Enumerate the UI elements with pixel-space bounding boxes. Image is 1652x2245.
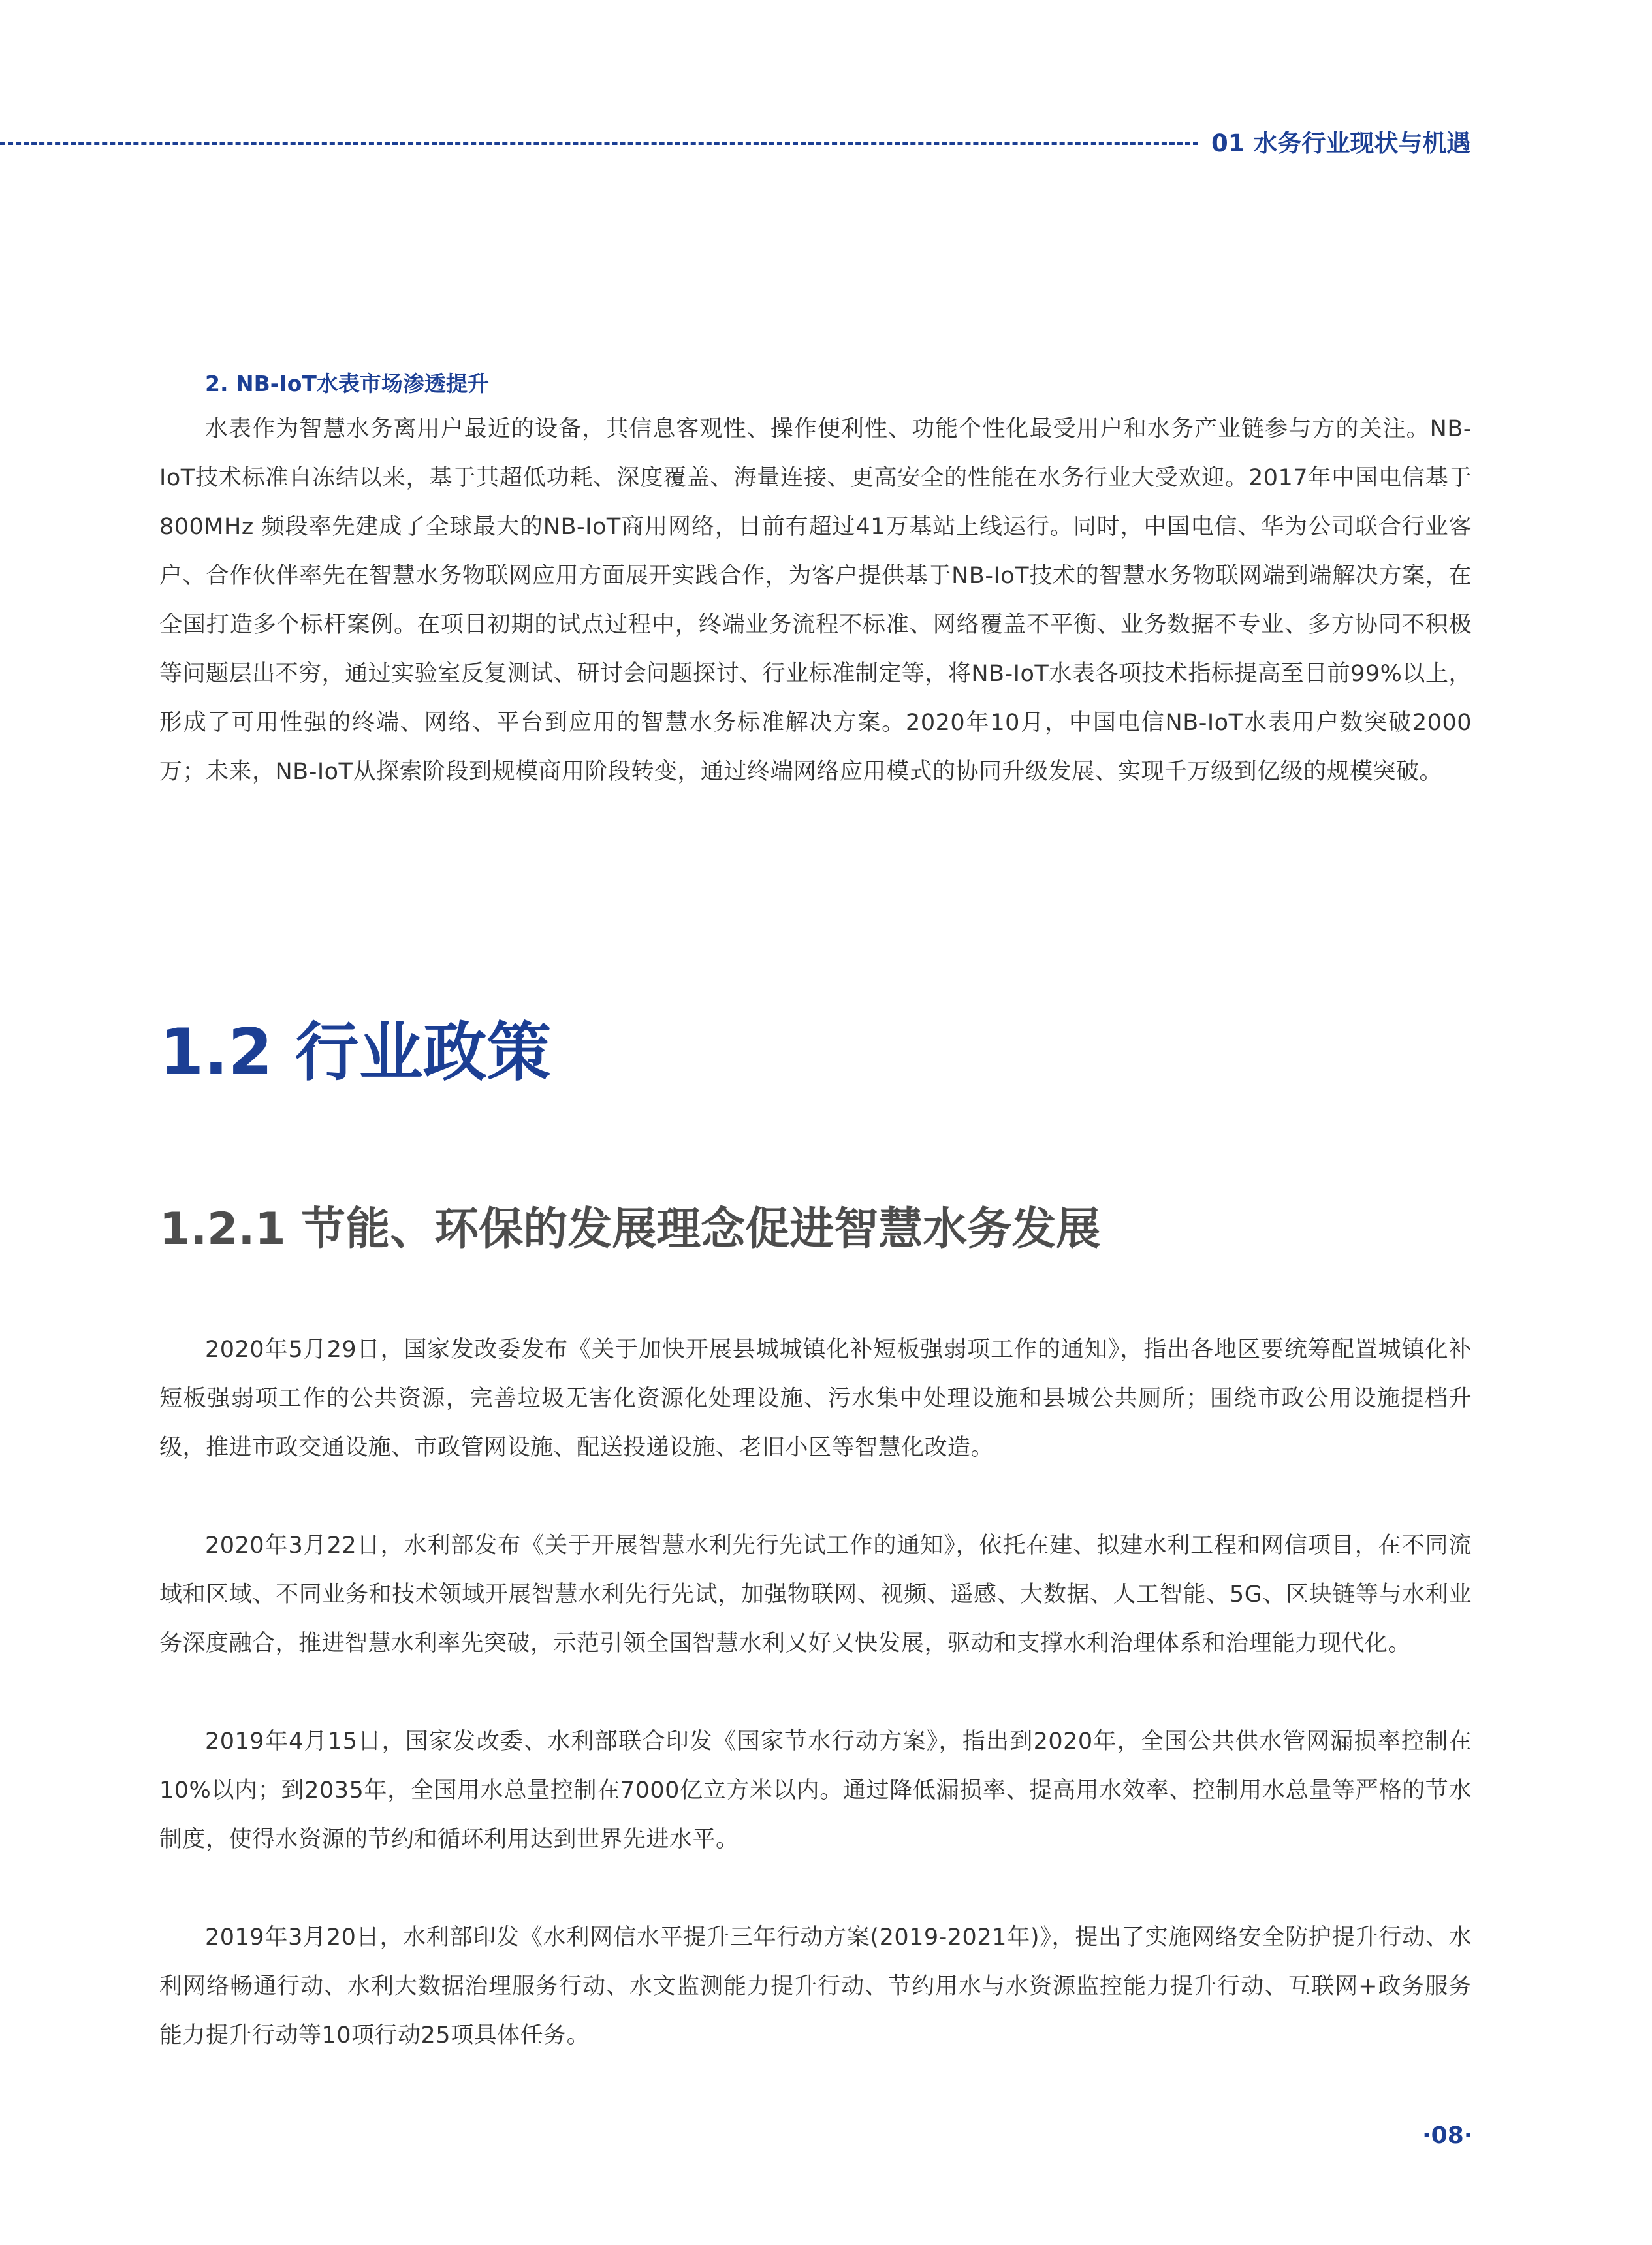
nbiot-heading: 2. NB-IoT水表市场渗透提升 (205, 371, 489, 396)
policy-paragraph-4: 2019年3月20日，水利部印发《水利网信水平提升三年行动方案(2019-2021年)》，提出了实施网络安全防护提升行动、水利网络畅通行动、水利大数据治理服务行动、水文监测能力提升行动、节约用水与水资源监控能力提升行动、互联网+政务服务能力提升行动等10项行动25项具体任务。 (159, 1924, 1472, 2048)
page-number: ·08· (1422, 2122, 1473, 2149)
page-header (0, 124, 1469, 163)
section-title: 1.2 行业政策 (159, 1015, 551, 1090)
header-dashed-line (0, 142, 1198, 145)
policy-paragraph-1: 2020年5月29日，国家发改委发布《关于加快开展县城城镇化补短板强弱项工作的通知》，指出各地区要统筹配置城镇化补短板强弱项工作的公共资源，完善垃圾无害化资源化处理设施、污水集中处理设施和县城公共厕所；围绕市政公用设施提档升级，推进市政交通设施、市政管网设施、配送投递设施、老旧小区等智慧化改造。 (159, 1337, 1472, 1461)
subsection-title: 1.2.1 节能、环保的发展理念促进智慧水务发展 (159, 1203, 1101, 1255)
policy-paragraph-3: 2019年4月15日，国家发改委、水利部联合印发《国家节水行动方案》，指出到2020年，全国公共供水管网漏损率控制在10%以内；到2035年，全国用水总量控制在7000亿立方米以内。通过降低漏损率、提高用水效率、控制用水总量等严格的节水制度，使得水资源的节约和循环利用达到世界先进水平。 (159, 1728, 1472, 1853)
chapter-title: 01 水务行业现状与机遇 (1211, 129, 1471, 157)
policy-paragraph-2: 2020年3月22日，水利部发布《关于开展智慧水利先行先试工作的通知》，依托在建、拟建水利工程和网信项目，在不同流域和区域、不同业务和技术领域开展智慧水利先行先试，加强物联网、视频、遥感、大数据、人工智能、5G、区块链等与水利业务深度融合，推进智慧水利率先突破，示范引领全国智慧水利又好又快发展，驱动和支撑水利治理体系和治理能力现代化。 (159, 1533, 1472, 1657)
nbiot-paragraph: 水表作为智慧水务离用户最近的设备，其信息客观性、操作便利性、功能个性化最受用户和水务产业链参与方的关注。NB-IoT技术标准自冻结以来，基于其超低功耗、深度覆盖、海量连接、更高安全的性能在水务行业大受欢迎。2017年中国电信基于800MHz 频段率先建成了全球最大的NB-IoT商用网络，目前有超过41万基站上线运行。同时，中国电信、华为公司联合行业客户、合作伙伴率先在智慧水务物联网应用方面展开实践合作，为客户提供基于NB-IoT技术的智慧水务物联网端到端解决方案，在全国打造多个标杆案例。在项目初期的试点过程中，终端业务流程不标准、网络覆盖不平衡、业务数据不专业、多方协同不积极等问题层出不穷，通过实验室反复测试、研讨会问题探讨、行业标准制定等，将NB-IoT水表各项技术指标提高至目前99%以上，形成了可用性强的终端、网络、平台到应用的智慧水务标准解决方案。2020年10月，中国电信NB-IoT水表用户数突破2000万；未来，NB-IoT从探索阶段到规模商用阶段转变，通过终端网络应用模式的协同升级发展、实现千万级到亿级的规模突破。 (159, 416, 1472, 785)
